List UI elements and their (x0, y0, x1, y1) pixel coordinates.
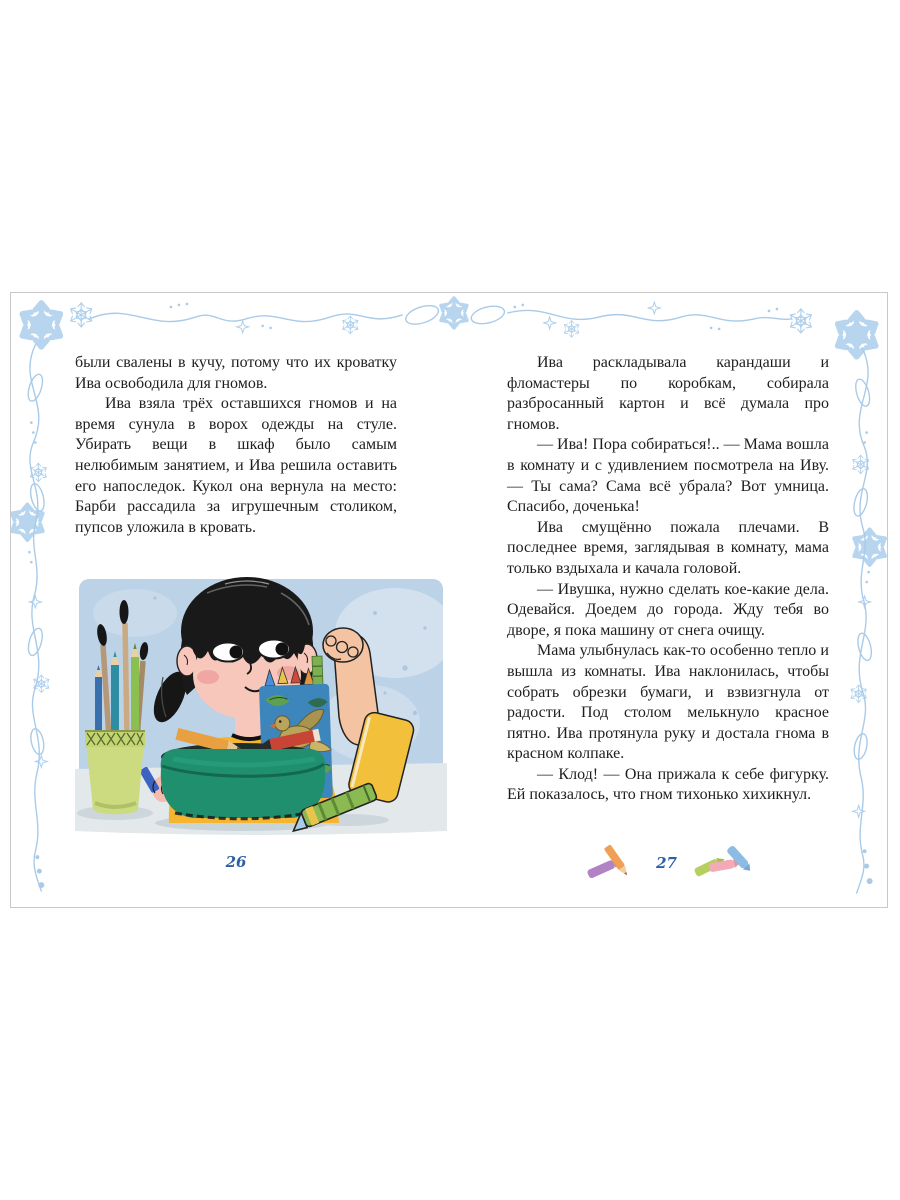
paragraph: — Ивушка, нужно сделать кое-какие дела. Одевайся. Доедем до города. Жду тебя во дворе, я пока машину от снега очищу. (507, 580, 829, 639)
right-page-text (507, 353, 829, 806)
page-number-left: 26 (225, 853, 247, 871)
green-pencil (131, 657, 139, 738)
teal-pencil (111, 665, 119, 738)
paragraph: Ива смущённо пожала плечами. В последнее время, заглядывая в комнату, мама только вздыхала и качала головой. (507, 518, 829, 577)
page-number-right: 27 (656, 854, 677, 872)
paragraph: Ива взяла трёх оставшихся гномов и на время сунула в ворох одежды на стуле. Убирать вещи в шкаф было самым нелюбимым занятием, и Ива решила оставить его напоследок. Кукол она вернула на место: Барби рассадила за игрушечным столиком, пупсов уложила в кровать. (75, 395, 397, 536)
story-illustration (75, 573, 447, 838)
left-page-text (75, 353, 397, 538)
paragraph: были свалены в кучу, потому что их кроватку Ива освободила для гномов. (75, 354, 397, 392)
paragraph: — Ива! Пора собираться!.. — Мама вошла в комнату и с удивлением посмотрела на Иву. — Ты сама? Сама всё убрала? Вот умница. Спасибо, доченька! (507, 436, 829, 516)
book-spread (10, 292, 888, 908)
crayons-icon-right (693, 843, 751, 883)
page-number-right-row (507, 843, 829, 883)
blue-pencil (95, 677, 102, 738)
paragraph: Ива раскладывала карандаши и фломастеры по коробкам, собирала разбросанный картон и всё думала про гномов. (507, 354, 829, 433)
paragraph: Мама улыбнулась как-то особенно тепло и вышла из комнаты. Ива наклонилась, чтобы собрать обрезки бумаги, и взвизгнула от радости. Под столом мелькнуло красное пятно. Ива протянула руку и достала гнома в красном колпаке. (507, 642, 829, 763)
cheek (197, 670, 219, 684)
paintbrush (125, 623, 127, 738)
snowflake-icon (19, 303, 878, 357)
crayons-icon-left (585, 844, 640, 882)
paragraph: — Клод! — Она прижала к себе фигурку. Ей показалось, что гном тихонько хихикнул. (507, 765, 829, 804)
